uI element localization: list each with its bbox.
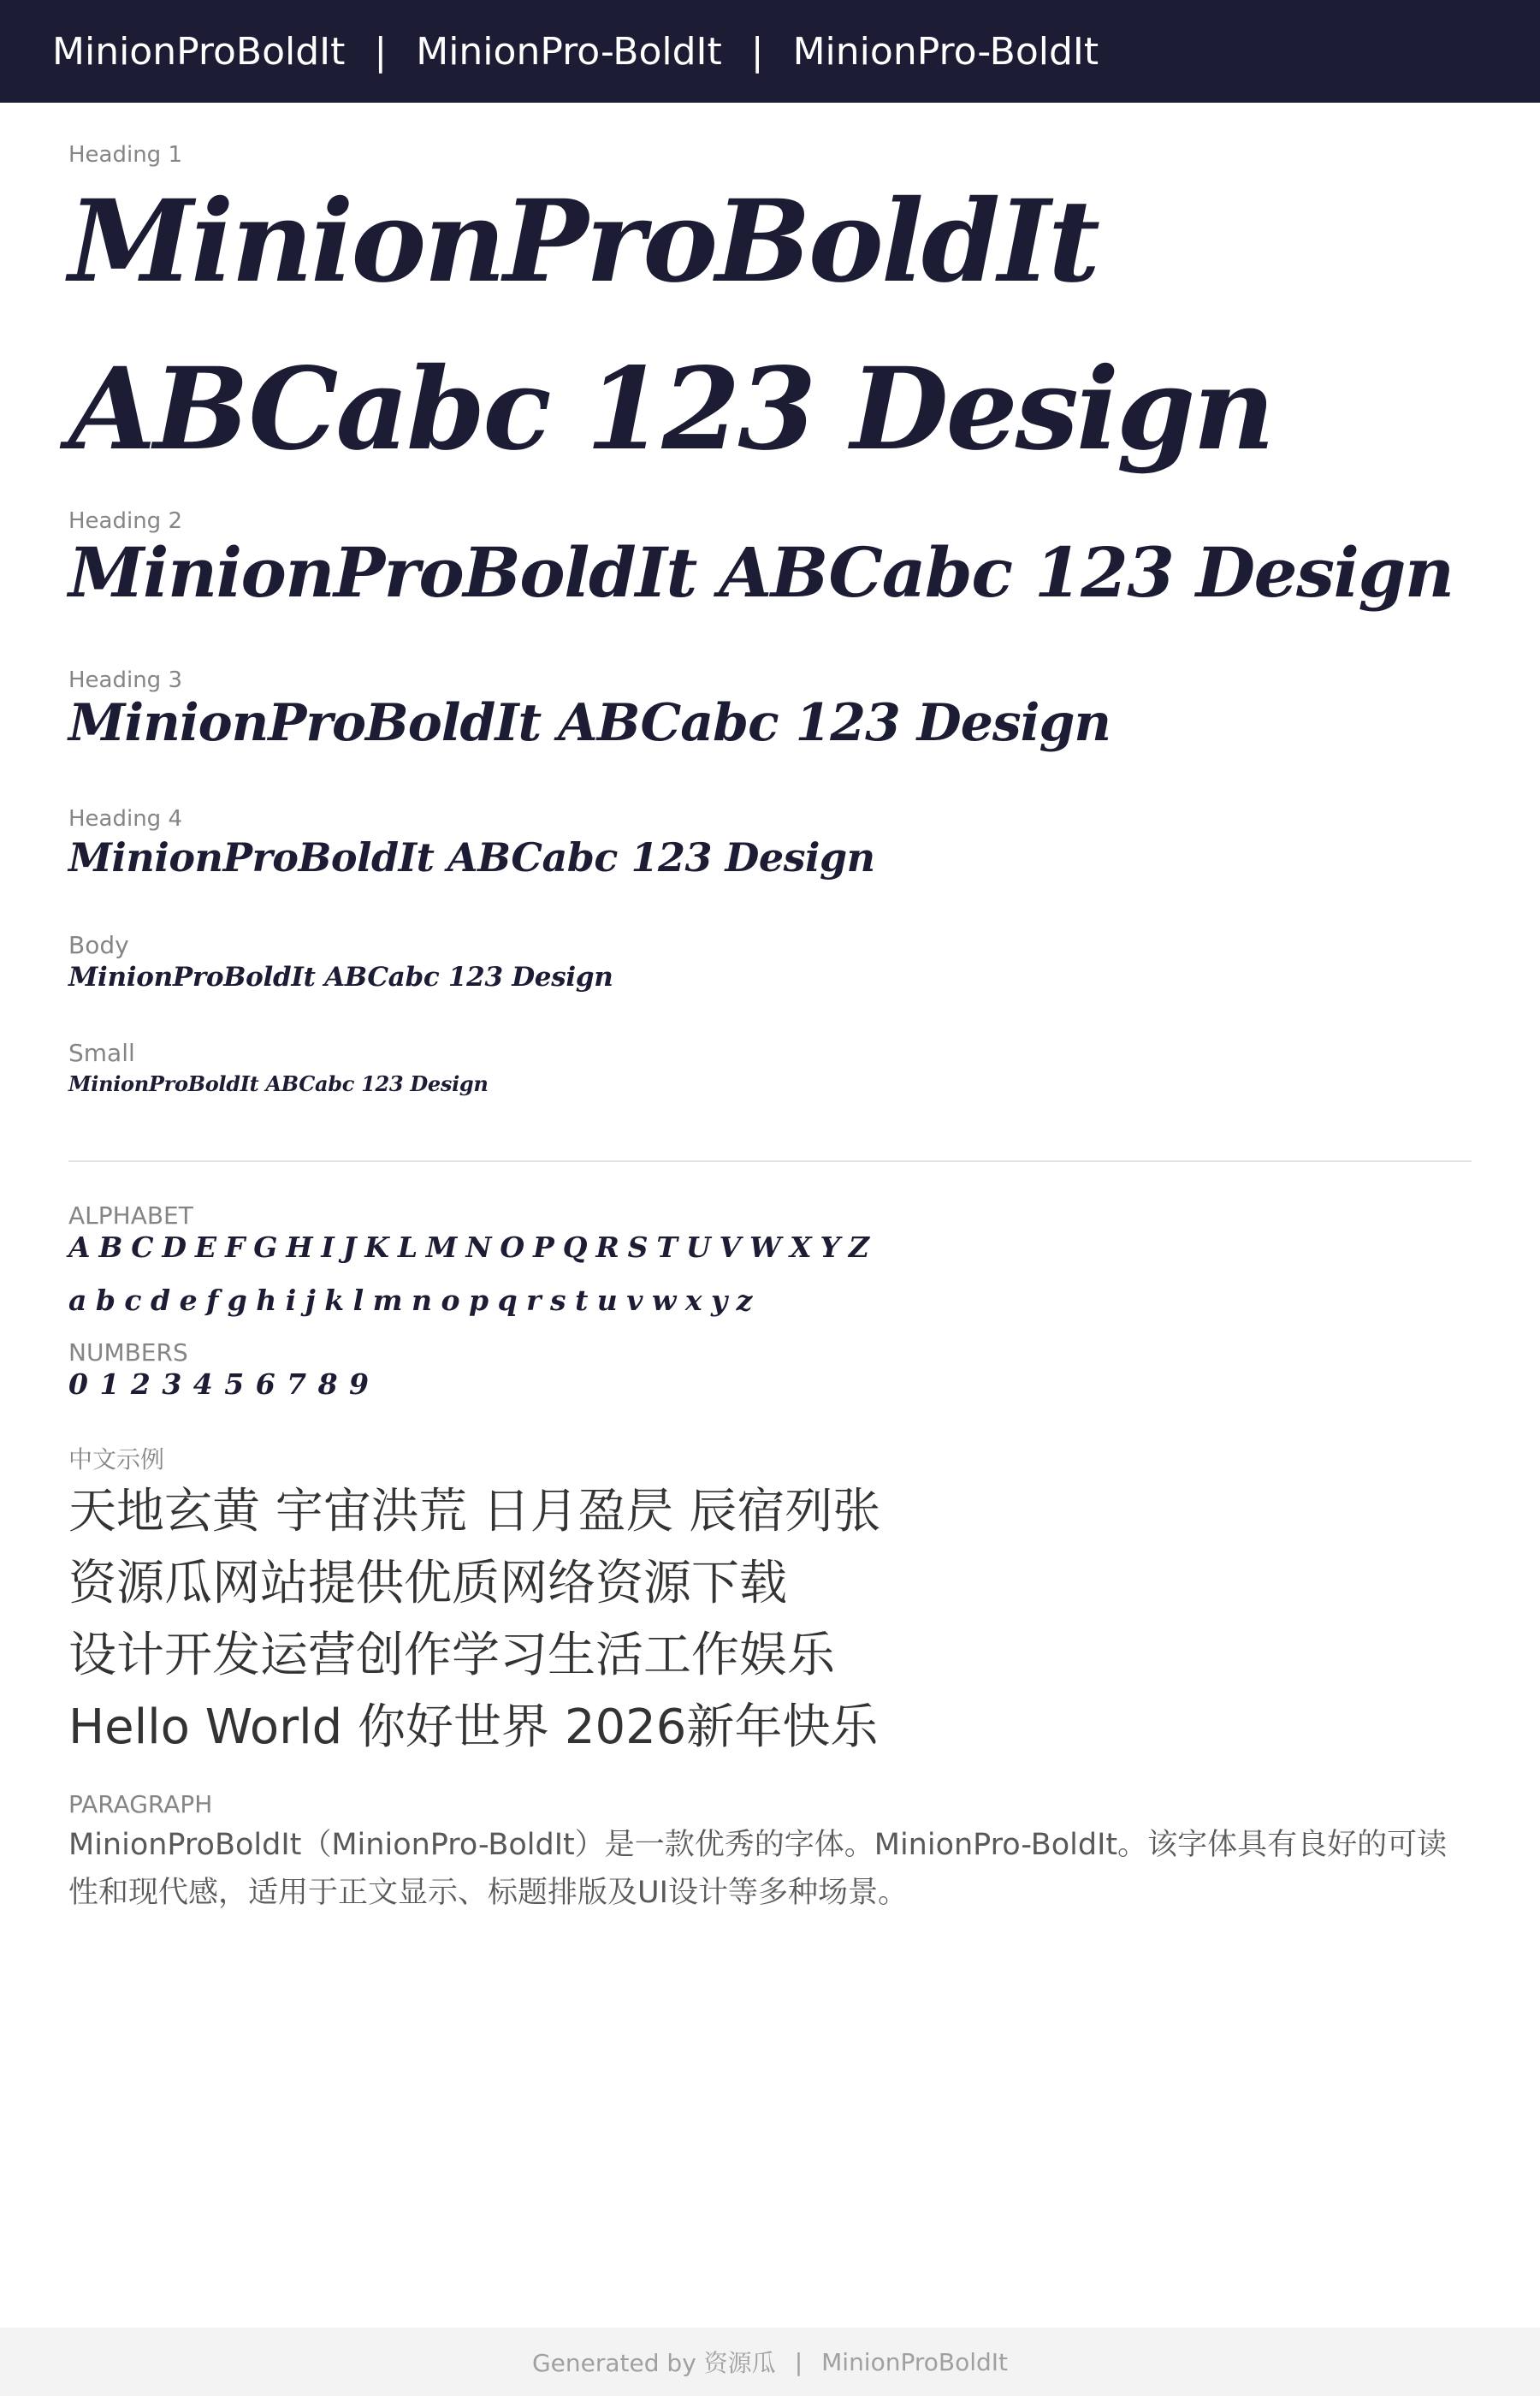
small-label: Small (68, 1039, 135, 1067)
section-divider (68, 1160, 1472, 1162)
footer-bar (0, 2328, 1540, 2396)
heading-4-label: Heading 4 (68, 806, 182, 832)
chinese-line: 天地玄黄 宇宙洪荒 日月盈昃 辰宿列张 (68, 1484, 881, 1539)
body-label: Body (68, 931, 129, 959)
alphabet-lowercase: a b c d e f g h i j k l m n o p q r s t u v w x y z (68, 1284, 752, 1317)
header-postscript-name: MinionPro-BoldIt (416, 29, 722, 74)
heading-1-sample: MinionProBoldIt ABCabc 123 Design (68, 175, 1273, 476)
paragraph-label: PARAGRAPH (68, 1790, 213, 1818)
heading-2-label: Heading 2 (68, 508, 182, 534)
body-sample: MinionProBoldIt ABCabc 123 Design (68, 962, 613, 993)
heading-4-sample: MinionProBoldIt ABCabc 123 Design (68, 834, 875, 881)
footer-font-name: MinionProBoldIt (821, 2347, 1009, 2376)
heading-1-label: Heading 1 (68, 142, 182, 168)
header-separator: | (374, 29, 388, 74)
header-font-name: MinionProBoldIt (52, 29, 346, 74)
paragraph-text: MinionProBoldIt（MinionPro-BoldIt）是一款优秀的字体。MinionPro-BoldIt。该字体具有良好的可读性和现代感，适用于正文显示、标题排版及UI设计等多种场景。 (68, 1828, 1448, 1910)
chinese-label: 中文示例 (68, 1445, 165, 1474)
alphabet-label: ALPHABET (68, 1201, 193, 1230)
alphabet-uppercase: A B C D E F G H I J K L M N O P Q R S T U V W X Y Z (68, 1231, 869, 1264)
chinese-line: 设计开发运营创作学习生活工作娱乐 (68, 1628, 835, 1683)
small-sample: MinionProBoldIt ABCabc 123 Design (68, 1071, 489, 1096)
footer-generated-by: Generated by 资源瓜 (531, 2349, 776, 2377)
header-family-name: MinionPro-BoldIt (792, 29, 1099, 74)
heading-3-label: Heading 3 (68, 667, 182, 693)
chinese-line: Hello World 你好世界 2026新年快乐 (68, 1699, 879, 1755)
numbers-digits: 0 1 2 3 4 5 6 7 8 9 (68, 1367, 370, 1401)
header-bar (0, 0, 1540, 103)
footer-separator: | (794, 2347, 803, 2376)
numbers-label: NUMBERS (68, 1338, 188, 1367)
heading-2-sample: MinionProBoldIt ABCabc 123 Design (68, 532, 1454, 613)
chinese-line: 资源瓜网站提供优质网络资源下载 (68, 1556, 787, 1611)
header-separator: | (750, 29, 764, 74)
heading-3-sample: MinionProBoldIt ABCabc 123 Design (68, 693, 1111, 753)
